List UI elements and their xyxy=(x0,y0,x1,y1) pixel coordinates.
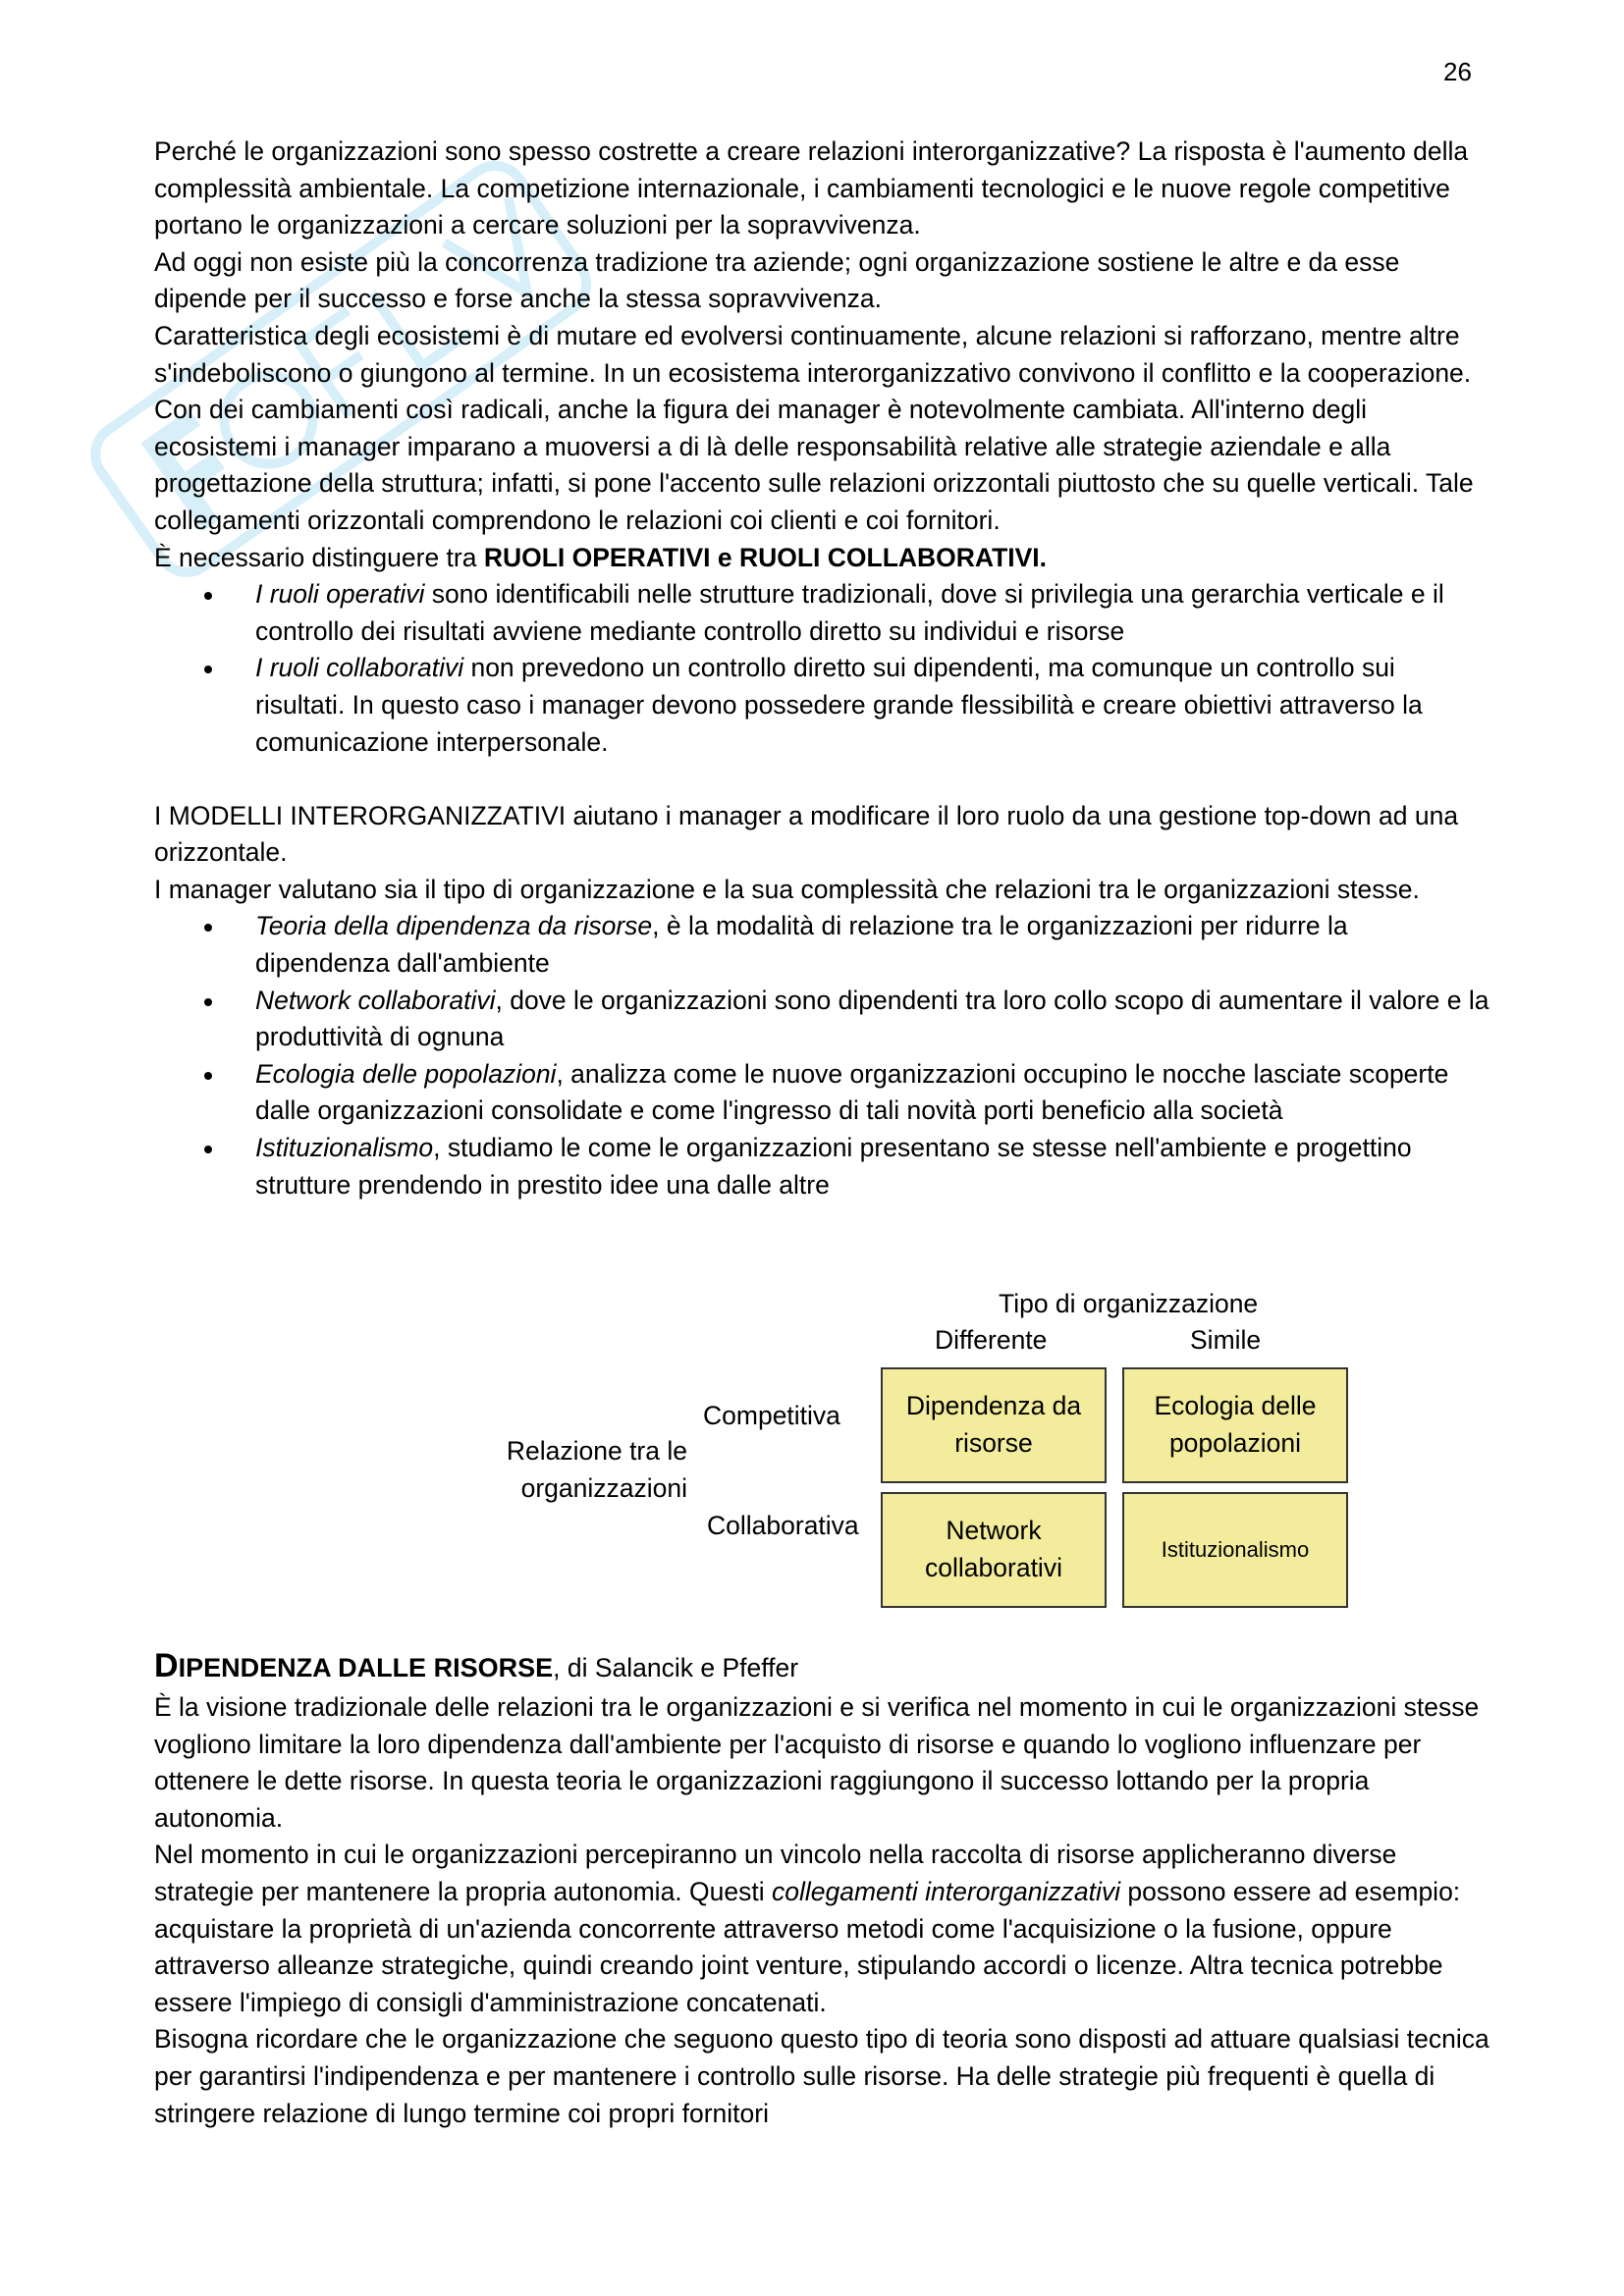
cell-text: Istituzionalismo xyxy=(1161,1537,1310,1563)
paragraph: I MODELLI INTERORGANIZZATIVI aiutano i manager a modificare il loro ruolo da una gestione top-down ad una orizzontale. xyxy=(154,800,1459,868)
italic-term: I ruoli operativi xyxy=(255,579,425,610)
list-item-text: , è la modalità di relazione tra le organizzazioni per ridurre la dipendenza dall'ambiente xyxy=(255,911,1348,979)
list-item-text: , dove le organizzazioni sono dipendenti tra loro collo scopo di aumentare il valore e la produttività di ognuna xyxy=(255,985,1489,1052)
models-list xyxy=(154,908,1489,1203)
page-number: 26 xyxy=(1443,57,1472,86)
paragraph: I manager valutano sia il tipo di organizzazione e la sua complessità che relazioni tra le organizzazioni stesse. xyxy=(154,874,1420,904)
list-item xyxy=(154,650,1489,761)
row-header-line: Relazione tra le xyxy=(506,1436,687,1466)
paragraph: È la visione tradizionale delle relazioni tra le organizzazioni e si verifica nel momento in cui le organizzazioni stesse vogliono limitare la loro dipendenza dall'ambiente per l'acquisto di risorse e quando lo vogliono influenzare per ottenere le dette risorse. In questa teoria le organizzazioni raggiungono il successo lottando per la propria autonomia. xyxy=(154,1692,1480,1833)
column-label-similar: Simile xyxy=(1190,1325,1262,1355)
italic-text: collegamenti interorganizzativi xyxy=(772,1876,1120,1906)
list-item-text: , analizza come le nuove organizzazioni occupino le nocche lasciate scoperte dalle organizzazioni consolidate e come l'ingresso di tali novità porti beneficio alla società xyxy=(255,1058,1449,1126)
paragraph: Ad oggi non esiste più la concorrenza tradizione tra aziende; ogni organizzazione sostiene le altre e da esse dipende per il successo e forse anche la stessa sopravvivenza. xyxy=(154,246,1400,314)
italic-term: Network collaborativi xyxy=(255,985,496,1015)
column-label-different: Differente xyxy=(935,1325,1048,1355)
cell-resource-dependence xyxy=(881,1367,1107,1483)
italic-term: I ruoli collaborativi xyxy=(255,653,464,683)
text-run: possono essere ad esempio: acquistare la proprietà di un'azienda concorrente attraverso metodi come l'acquisizione o la fusione, oppure attraverso alleanze strategiche, quindi creando joint venture, stipulando accordi o licenze. Altra tecnica potrebbe essere l'impiego di consigli d'amministrazione concatenati. xyxy=(154,1876,1461,2017)
column-header: Tipo di organizzazione xyxy=(999,1289,1259,1318)
list-item xyxy=(154,1130,1489,1203)
section-interorganizational xyxy=(154,133,1489,1203)
cell-population-ecology xyxy=(1122,1367,1348,1483)
italic-term: Istituzionalismo xyxy=(255,1133,434,1163)
row-label-collaborative: Collaborativa xyxy=(707,1511,859,1540)
list-item xyxy=(154,983,1489,1056)
paragraph: Con dei cambiamenti così radicali, anche la figura dei manager è notevolmente cambiata. All'interno degli ecosistemi i manager imparano a muoversi a di là delle responsabilità relative alle strategie aziendale e alla progettazione della struttura; infatti, si pone l'accento sulle relazioni orizzontali piuttosto che su quelle verticali. Tale collegamenti orizzontali comprendono le relazioni coi clienti e coi fornitori. xyxy=(154,395,1474,535)
heading-title: IPENDENZA DALLE RISORSE xyxy=(178,1653,554,1682)
cell-text: popolazioni xyxy=(1168,1428,1302,1458)
section-heading xyxy=(154,1647,798,1685)
text-run: Nel momento in cui le organizzazioni percepiranno un vincolo nella raccolta di risorse applicheranno diverse strategie per mantenere la propria autonomia. Questi xyxy=(154,1840,1397,1906)
paragraph: Bisogna ricordare che le organizzazione che seguono questo tipo di teoria sono disposti ad attuare qualsiasi tecnica per garantirsi l'indipendenza e per mantenere i controllo sulle risorse. Ha delle strategie più frequenti è quella di stringere relazione di lungo termine coi propri fornitori xyxy=(154,2024,1489,2128)
cell-text: Ecologia delle xyxy=(1154,1391,1317,1421)
list-item xyxy=(154,1056,1489,1130)
paragraph xyxy=(154,1837,1489,2021)
cell-text: risorse xyxy=(954,1428,1033,1458)
heading-initial: D xyxy=(154,1647,179,1684)
list-item xyxy=(154,908,1489,982)
section-resource-dependence xyxy=(154,1689,1489,2132)
roles-list xyxy=(154,576,1489,761)
list-item xyxy=(154,576,1489,650)
text-run: È necessario distinguere tra xyxy=(154,542,484,572)
heading-suffix: , di Salancik e Pfeffer xyxy=(553,1653,799,1682)
cell-collaborative-network xyxy=(881,1492,1107,1608)
paragraph: Perché le organizzazioni sono spesso costrette a creare relazioni interorganizzative? La risposta è l'aumento della complessità ambientale. La competizione internazionale, i cambiamenti tecnologici e le nuove regole competitive portano le organizzazioni a cercare soluzioni per la sopravvivenza. xyxy=(154,136,1469,240)
cell-text: Dipendenza da xyxy=(905,1391,1082,1421)
cell-text: Network xyxy=(946,1516,1042,1546)
italic-term: Ecologia delle popolazioni xyxy=(255,1058,557,1089)
row-label-competitive: Competitiva xyxy=(703,1401,840,1430)
row-header xyxy=(491,1433,687,1507)
italic-term: Teoria della dipendenza da risorse xyxy=(255,911,653,941)
list-item-text: , studiamo le come le organizzazioni presentano se stesse nell'ambiente e progettino strutture prendendo in prestito idee una dalle altre xyxy=(255,1133,1412,1200)
row-header-line: organizzazioni xyxy=(520,1472,687,1503)
paragraph: Caratteristica degli ecosistemi è di mutare ed evolversi continuamente, alcune relazioni si rafforzano, mentre altre s'indeboliscono o giungono al termine. In un ecosistema interorganizzativo convivono il conflitto e la cooperazione. xyxy=(154,320,1472,388)
cell-text: collaborativi xyxy=(925,1553,1062,1582)
paragraph xyxy=(154,540,1489,577)
cell-institutionalism xyxy=(1122,1492,1348,1608)
list-item-text: non prevedono un controllo diretto sui dipendenti, ma comunque un controllo sui risultati. In questo caso i manager devono possedere grande flessibilità e creare obiettivi attraverso la comunicazione interpersonale. xyxy=(255,653,1423,757)
bold-text: RUOLI OPERATIVI e RUOLI COLLABORATIVI. xyxy=(483,542,1048,572)
list-item-text: sono identificabili nelle strutture tradizionali, dove si privilegia una gerarchia verticale e il controllo dei risultati avviene mediante controllo diretto su individui e risorse xyxy=(255,579,1444,646)
